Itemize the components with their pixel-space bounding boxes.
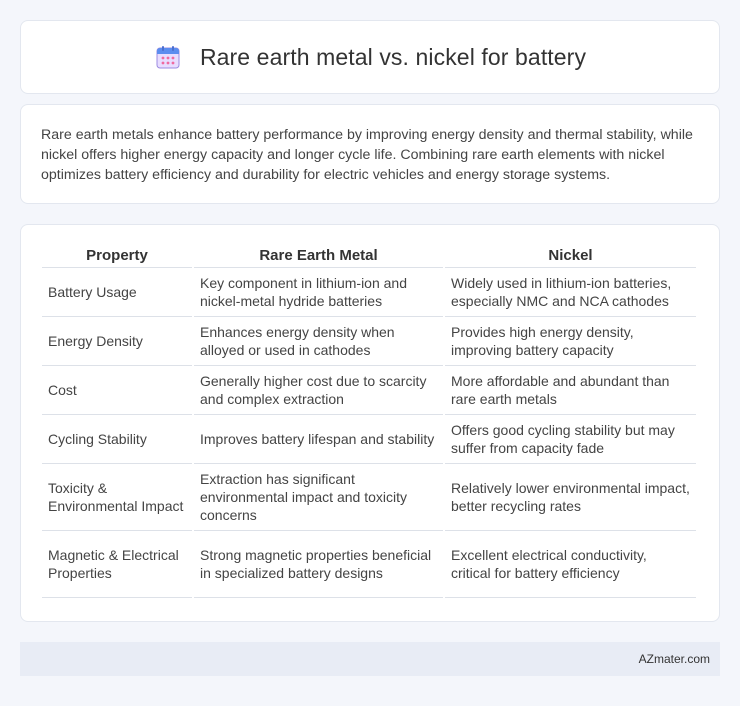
- table-row: [42, 415, 696, 464]
- rare-earth-cell: Improves battery lifespan and stability: [194, 415, 443, 464]
- column-header-rare-earth-metal: Rare Earth Metal: [194, 241, 443, 268]
- summary-text: Rare earth metals enhance battery performance by improving energy density and thermal stability, while nickel offers higher energy capacity and longer cycle life. Combining rare earth elements with nickel optimizes battery efficiency and durability for electric vehicles and energy storage systems.: [41, 127, 693, 183]
- comparison-table-card: [20, 224, 720, 622]
- property-cell: Cost: [42, 366, 192, 415]
- nickel-cell: Widely used in lithium-ion batteries, especially NMC and NCA cathodes: [445, 268, 696, 317]
- column-header-nickel: Nickel: [445, 241, 696, 268]
- table-row: [42, 464, 696, 531]
- property-cell: Cycling Stability: [42, 415, 192, 464]
- property-cell: Magnetic & Electrical Properties: [42, 531, 192, 598]
- nickel-cell: More affordable and abundant than rare earth metals: [445, 366, 696, 415]
- rare-earth-cell: Generally higher cost due to scarcity and complex extraction: [194, 366, 443, 415]
- page-title: Rare earth metal vs. nickel for battery: [199, 43, 587, 70]
- property-cell: Toxicity & Environmental Impact: [42, 464, 192, 531]
- nickel-cell: Relatively lower environmental impact, better recycling rates: [445, 464, 696, 531]
- comparison-table: [40, 241, 698, 598]
- calendar-icon: [154, 43, 182, 71]
- property-cell: Battery Usage: [42, 268, 192, 317]
- table-row: [42, 268, 696, 317]
- table-row: [42, 317, 696, 366]
- footer: [20, 642, 720, 676]
- rare-earth-cell: Key component in lithium-ion and nickel-metal hydride batteries: [194, 268, 443, 317]
- table-row: [42, 531, 696, 598]
- nickel-cell: Excellent electrical conductivity, critical for battery efficiency: [445, 531, 696, 598]
- table-row: [42, 366, 696, 415]
- nickel-cell: Provides high energy density, improving battery capacity: [445, 317, 696, 366]
- nickel-cell: Offers good cycling stability but may suffer from capacity fade: [445, 415, 696, 464]
- rare-earth-cell: Enhances energy density when alloyed or used in cathodes: [194, 317, 443, 366]
- footer-brand[interactable]: AZmater.com: [638, 652, 710, 666]
- summary-card: [20, 104, 720, 204]
- property-cell: Energy Density: [42, 317, 192, 366]
- title-card: [20, 20, 720, 94]
- column-header-property: Property: [42, 241, 192, 268]
- rare-earth-cell: Strong magnetic properties beneficial in specialized battery designs: [194, 531, 443, 598]
- rare-earth-cell: Extraction has significant environmental impact and toxicity concerns: [194, 464, 443, 531]
